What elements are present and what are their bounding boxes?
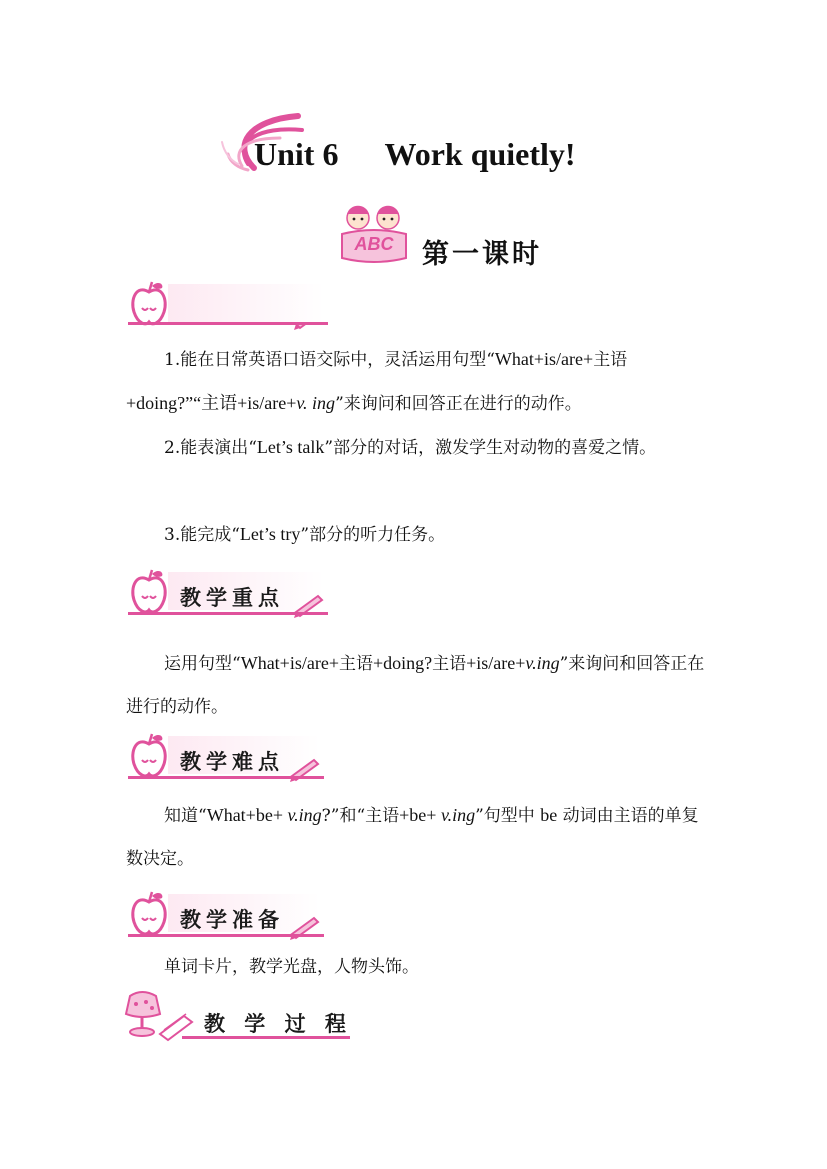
heading-label: 教学难点 xyxy=(180,750,284,774)
difficulties-text: 知道“What+be+ v.ing?”和“主语+be+ v.ing”句型中 be 动词由主语的单复数决定。 xyxy=(126,805,699,869)
section-heading-difficulties xyxy=(128,732,324,784)
preparation-text: 单词卡片，教学光盘，人物头饰。 xyxy=(164,957,419,977)
lesson-title: 第一课时 xyxy=(422,239,542,270)
heading-label: 教学准备 xyxy=(180,908,284,932)
apple-icon xyxy=(128,732,170,780)
page-title: Unit 6 Work quietly! xyxy=(254,136,576,172)
apple-icon xyxy=(128,890,170,938)
heading-bg xyxy=(168,284,324,322)
kids-abc-icon xyxy=(334,198,414,266)
objective-item-2: 2.能表演出“Let’s talk”部分的对话，激发学生对动物的喜爱之情。 xyxy=(164,437,657,458)
heading-underline xyxy=(128,612,328,615)
lamp-books-icon xyxy=(122,990,196,1042)
heading-underline xyxy=(128,776,324,779)
heading-label: 教学重点 xyxy=(180,586,284,610)
section-heading-key-points xyxy=(128,568,328,620)
apple-icon xyxy=(128,280,170,328)
heading-underline xyxy=(182,1036,350,1039)
section-heading-process xyxy=(122,990,352,1044)
heading-label: 教 学 过 程 xyxy=(204,1012,352,1036)
abc-badge-text: ABC xyxy=(354,234,394,254)
objective-item-1: 1.能在日常英语口语交际中，灵活运用句型“What+is/are+主语+doing?”“主语+is/are+v. ing”来询问和回答正在进行的动作。 xyxy=(126,349,628,414)
heading-underline xyxy=(128,322,328,325)
objective-item-3: 3.能完成“Let’s try”部分的听力任务。 xyxy=(164,524,446,545)
apple-icon xyxy=(128,568,170,616)
heading-underline xyxy=(128,934,324,937)
section-heading-preparation xyxy=(128,890,324,942)
section-heading-objectives xyxy=(128,280,328,332)
key-points-text: 运用句型“What+is/are+主语+doing?主语+is/are+v.ing”来询问和回答正在进行的动作。 xyxy=(126,653,705,717)
